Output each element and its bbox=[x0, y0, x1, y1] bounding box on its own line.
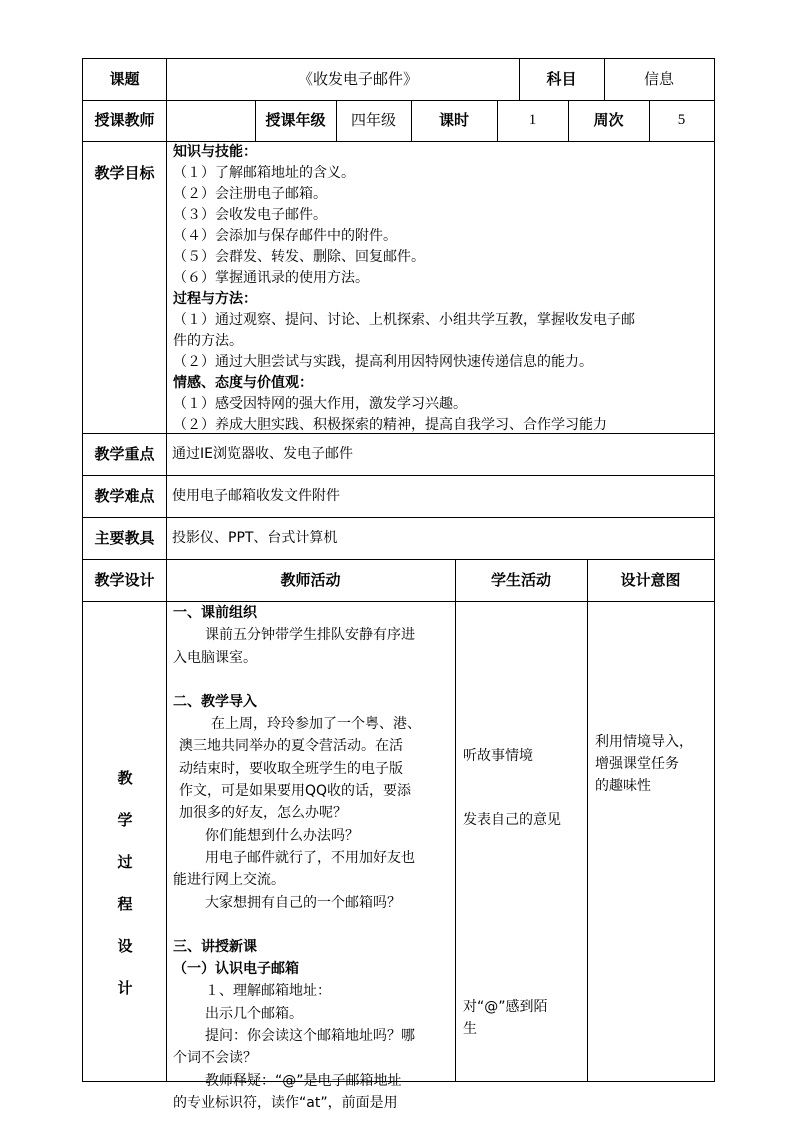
section-title: 二、教学导入 bbox=[173, 693, 257, 710]
topic-value: 《收发电子邮件》 bbox=[298, 70, 419, 88]
text-line: 动结束时，要收取全班学生的电子版 bbox=[179, 760, 403, 777]
subsection-title: （一）认识电子邮箱 bbox=[173, 961, 299, 978]
emotion-item: （１）感受因特网的强大作用，激发学习兴趣。 bbox=[173, 396, 467, 412]
process-label-char: 设 bbox=[117, 937, 133, 955]
text-line: 入电脑课室。 bbox=[173, 649, 257, 666]
subject-value: 信息 bbox=[643, 70, 674, 88]
process-label-char: 计 bbox=[117, 979, 133, 997]
lesson-plan-table bbox=[82, 58, 715, 1111]
text-line: 作文，可是如果要用QQ收的话，要添 bbox=[179, 783, 412, 800]
text-line: 提问：你会读这个邮箱地址吗？哪 bbox=[205, 1028, 415, 1045]
difficulties-value: 使用电子邮箱收发文件附件 bbox=[172, 488, 340, 504]
hours-label: 课时 bbox=[438, 111, 469, 129]
week-label: 周次 bbox=[593, 111, 624, 129]
grade-value: 四年级 bbox=[350, 111, 396, 129]
knowledge-item: （６）掌握通讯录的使用方法。 bbox=[173, 270, 369, 286]
section-title: 三、讲授新课 bbox=[173, 938, 257, 955]
teacher-label: 授课教师 bbox=[94, 111, 155, 129]
text-line: 能进行网上交流。 bbox=[173, 872, 285, 889]
text-line: 加很多的好友，怎么办呢？ bbox=[179, 805, 347, 822]
student-activity: 听故事情境 bbox=[463, 748, 533, 764]
week-value: 5 bbox=[677, 112, 686, 128]
design-intent bbox=[595, 731, 711, 797]
text-line: 澳三地共同举办的夏令营活动。在活 bbox=[179, 738, 403, 755]
process-label-char: 过 bbox=[117, 853, 133, 871]
tools-label: 主要教具 bbox=[94, 528, 155, 547]
objectives-label: 教学目标 bbox=[94, 163, 155, 182]
text-line: 用电子邮件就行了，不用加好友也 bbox=[205, 849, 415, 866]
process-title: 过程与方法： bbox=[173, 291, 257, 307]
teacher-activities bbox=[173, 602, 453, 1114]
process-label-char: 学 bbox=[117, 811, 133, 829]
student-activity: 发表自己的意见 bbox=[463, 812, 561, 828]
text-line: 出示几个邮箱。 bbox=[205, 1005, 303, 1022]
difficulties-label: 教学难点 bbox=[94, 486, 155, 505]
text-line: 你们能想到什么办法吗？ bbox=[205, 827, 359, 844]
grade-label: 授课年级 bbox=[265, 111, 326, 129]
text-line: 大家想拥有自己的一个邮箱吗？ bbox=[205, 894, 401, 911]
teacher-value bbox=[166, 100, 255, 141]
design-header-col3: 学生活动 bbox=[490, 570, 551, 589]
text-line: １、理解邮箱地址： bbox=[205, 983, 331, 1000]
tools-value: 投影仪、PPT、台式计算机 bbox=[172, 530, 338, 546]
topic-label: 课题 bbox=[109, 70, 140, 88]
text-line: 的趣味性 bbox=[595, 778, 651, 794]
process-vertical-label bbox=[83, 757, 167, 1009]
text-line: 的专业标识符，读作“at”，前面是用 bbox=[173, 1094, 398, 1111]
knowledge-item: （５）会群发、转发、删除、回复邮件。 bbox=[173, 249, 425, 265]
objectives-content bbox=[173, 142, 711, 436]
hours-value: 1 bbox=[528, 112, 537, 128]
emotion-title: 情感、态度与价值观： bbox=[173, 375, 313, 391]
design-header-col4: 设计意图 bbox=[620, 570, 681, 589]
process-item: 件的方法。 bbox=[173, 333, 243, 349]
design-header-col2: 教师活动 bbox=[280, 570, 341, 589]
key-points-value: 通过IE浏览器收、发电子邮件 bbox=[172, 446, 353, 462]
design-header-col1: 教学设计 bbox=[94, 570, 155, 589]
text-line: 生 bbox=[463, 1021, 477, 1037]
section-title: 一、课前组织 bbox=[173, 605, 257, 621]
text-line: 课前五分钟带学生排队安静有序进 bbox=[205, 627, 415, 644]
knowledge-item: （１）了解邮箱地址的含义。 bbox=[173, 165, 355, 181]
emotion-item: （２）养成大胆实践、积极探索的精神，提高自我学习、合作学习能力 bbox=[173, 417, 607, 433]
text-line: 增强课堂任务 bbox=[595, 756, 679, 772]
knowledge-title: 知识与技能： bbox=[173, 144, 257, 160]
key-points-label: 教学重点 bbox=[94, 444, 155, 463]
text-line: 教师释疑：“@”是电子邮箱地址 bbox=[205, 1072, 402, 1089]
process-label-char: 程 bbox=[117, 895, 133, 913]
process-item: （１）通过观察、提问、讨论、上机探索、小组共学互教，掌握收发电子邮 bbox=[173, 312, 635, 328]
subject-label: 科目 bbox=[546, 70, 577, 88]
text-line: 对“@”感到陌 bbox=[463, 999, 548, 1015]
knowledge-item: （４）会添加与保存邮件中的附件。 bbox=[173, 228, 397, 244]
process-item: （２）通过大胆尝试与实践，提高利用因特网快速传递信息的能力。 bbox=[173, 354, 593, 370]
student-activity bbox=[463, 996, 583, 1040]
knowledge-item: （２）会注册电子邮箱。 bbox=[173, 186, 327, 202]
process-label-char: 教 bbox=[117, 769, 133, 787]
text-line: 在上周，玲玲参加了一个粤、港、 bbox=[211, 716, 421, 733]
text-line: 利用情境导入， bbox=[595, 734, 693, 750]
knowledge-item: （３）会收发电子邮件。 bbox=[173, 207, 327, 223]
text-line: 个词不会读？ bbox=[173, 1050, 257, 1067]
